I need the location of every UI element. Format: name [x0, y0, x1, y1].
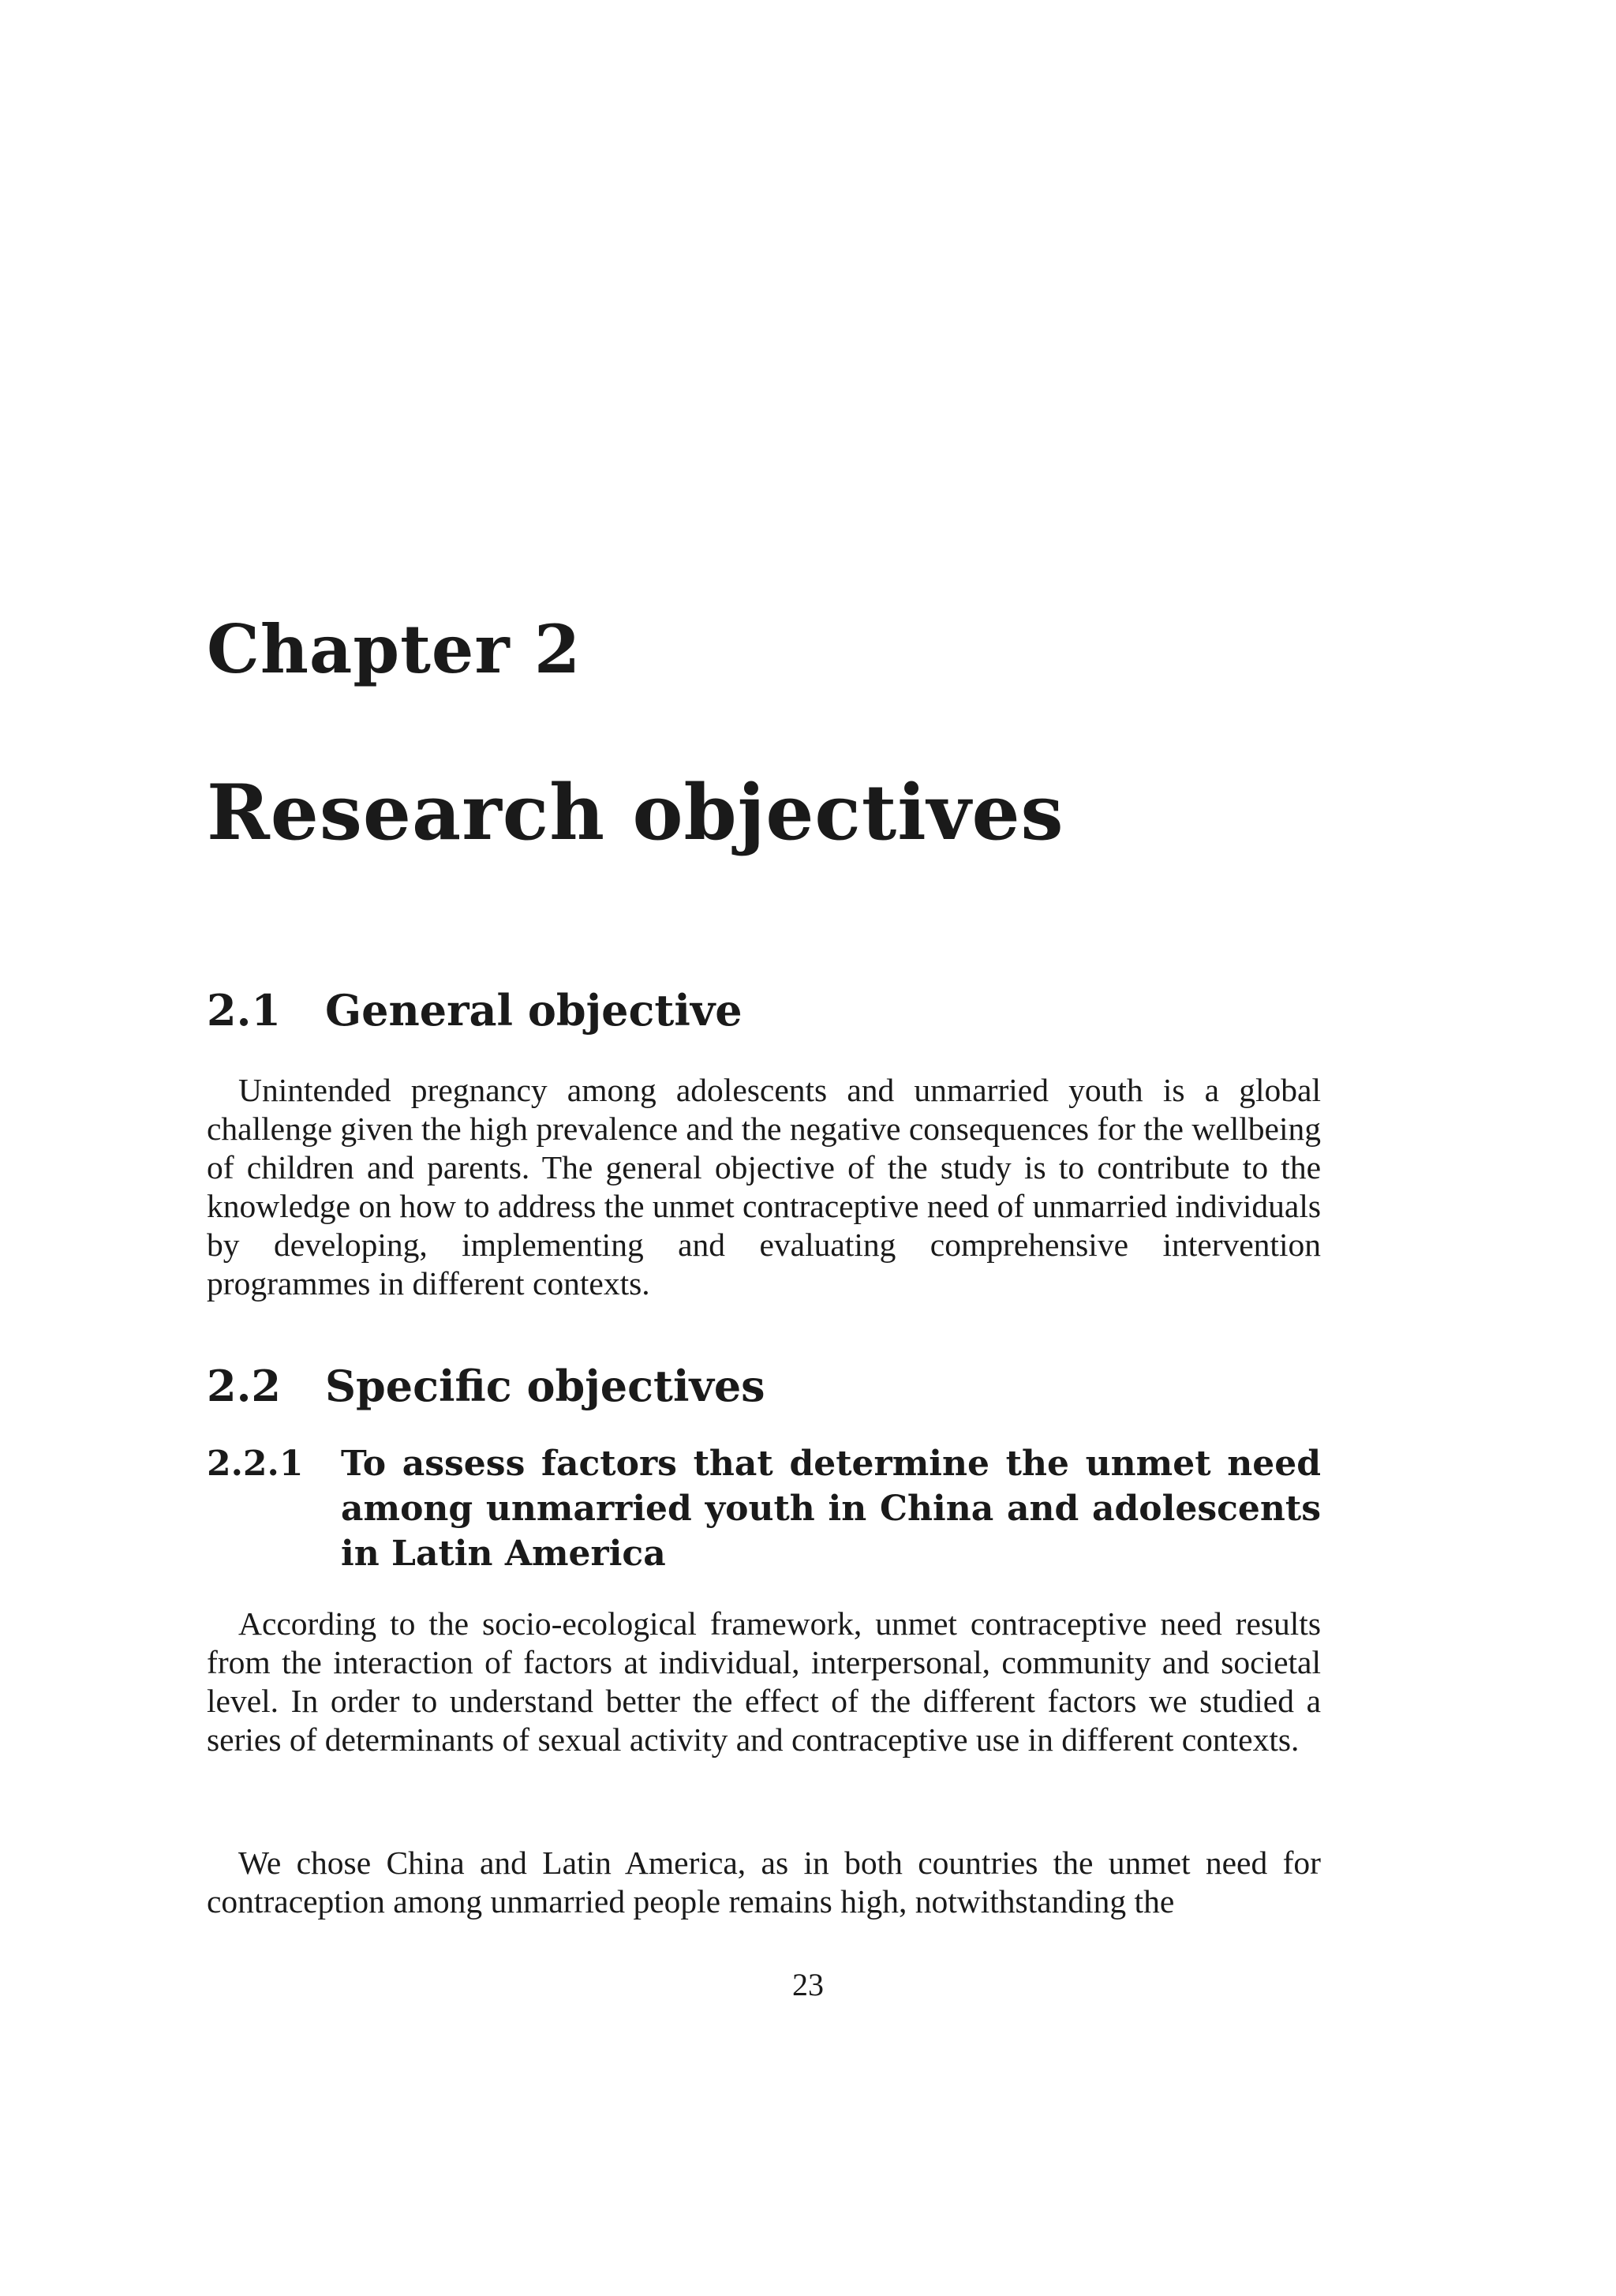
page-number: 23 — [792, 1967, 824, 2002]
chapter-label: Chapter 2 — [207, 610, 582, 688]
section-number: 2.2 — [207, 1361, 281, 1411]
section-title: Specific objectives — [325, 1361, 765, 1411]
specific-objective-paragraph-2: We chose China and Latin America, as in both countries the unmet need for contraception among unmarried people remains high, notwithstanding the — [207, 1845, 1321, 1920]
subsection-number: 2.2.1 — [207, 1444, 304, 1484]
chapter-title: Research objectives — [207, 768, 1064, 857]
general-objective-paragraph: Unintended pregnancy among adolescents and unmarried youth is a global challenge given the high prevalence and the negative consequences for the wellbeing of children and parents. The general objective of the study is to contribute to the knowledge on how to address the unmet contraceptive need of unmarried individuals by developing, implementing and evaluating comprehensive intervention programmes in different contexts. — [207, 1072, 1321, 1302]
section-number: 2.1 — [207, 985, 281, 1036]
subsection-title: To assess factors that determine the unmet need among unmarried youth in China and adolescents in Latin America — [341, 1444, 1321, 1574]
subsection-heading — [207, 1441, 1321, 1576]
section-heading-general — [207, 982, 743, 1039]
specific-objective-paragraph-1: According to the socio-ecological framework, unmet contraceptive need results from the interaction of factors at individual, interpersonal, community and societal level. In order to understand better the effect of the different factors we studied a series of determinants of sexual activity and contraceptive use in different contexts. — [207, 1605, 1321, 1758]
section-title: General objective — [325, 985, 743, 1036]
section-heading-specific — [207, 1358, 765, 1414]
